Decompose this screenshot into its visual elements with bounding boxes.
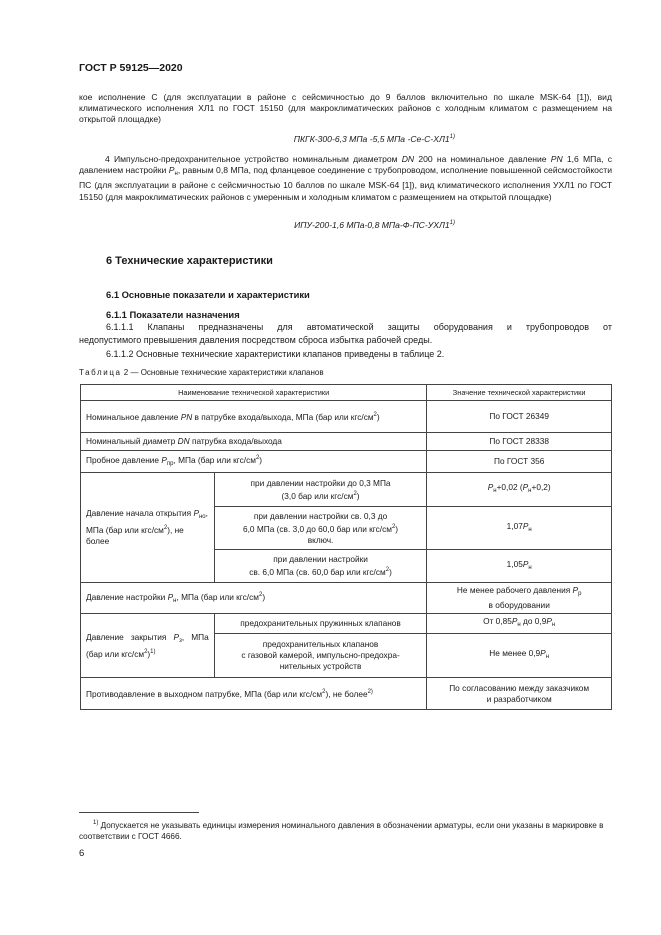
characteristic-value: По ГОСТ 26349 (427, 401, 612, 433)
table-caption: Таблица 2 — Основные технические характеристики клапанов (79, 368, 324, 377)
table-header-row (81, 385, 612, 401)
characteristic-value: От $0,85P_н$ до $0,9P_н$ (427, 614, 612, 634)
characteristic-value: По ГОСТ 28338 (427, 433, 612, 451)
characteristics-table (80, 384, 612, 710)
characteristic-value: $1,05P_н$ (427, 550, 612, 583)
characteristic-name: Давление закрытия $P_з$, МПа (бар или кгс/$см^2)^{1)}$ (81, 614, 215, 678)
characteristic-value: По ГОСТ 356 (427, 451, 612, 473)
clause-6112: 6.1.1.2 Основные технические характеристики клапанов приведены в таблице 2. (106, 349, 445, 359)
condition-cell: при давлении настройки до 0,3 МПа (3,0 бар или кгс/$см^2$) (214, 473, 427, 507)
characteristic-name: Номинальный диаметр DN патрубка входа/выхода (81, 433, 427, 451)
page-header: ГОСТ Р 59125—2020 (79, 62, 183, 74)
characteristic-value: $P_н+0,02$ $(P_н+0,2)$ (427, 473, 612, 507)
subsubsection-heading: 6.1.1 Показатели назначения (106, 309, 240, 320)
footnote-mark: 1) (449, 134, 455, 140)
page-number: 6 (79, 848, 85, 859)
clause-6111-line2: недопустимого превышения давления посредством сброса избытка рабочей среды. (79, 335, 433, 345)
table-row (81, 614, 612, 634)
table-row (81, 678, 612, 710)
footnote (79, 818, 612, 842)
table-row (81, 583, 612, 614)
characteristic-value: Не менее рабочего давления $P_р$ в оборудовании (427, 583, 612, 614)
table-row (81, 473, 612, 507)
characteristic-value: По согласованию между заказчиком и разработчиком (427, 678, 612, 710)
characteristic-name: Номинальное давление PN в патрубке входа/выхода, МПа (бар или кгс/$см^2$) (81, 401, 427, 433)
condition-cell: предохранительных пружинных клапанов (214, 614, 427, 634)
designation-text: ПКГК-300-6,3 МПа -5,5 МПа -Се-С-ХЛ1 (293, 134, 450, 144)
condition-cell: при давлении настройки св. 6,0 МПа (св. 60,0 бар или кгс/$см^2$) (214, 550, 427, 583)
column-header: Значение технической характеристики (427, 385, 612, 401)
designation-text: ИПУ-200-1,6 МПа-0,8 МПа-Ф-ПС-УХЛ1 (294, 220, 450, 230)
column-header: Наименование технической характеристики (81, 385, 427, 401)
table-row (81, 401, 612, 433)
table-row (81, 451, 612, 473)
subsection-heading: 6.1 Основные показатели и характеристики (106, 289, 310, 300)
characteristic-name: Противодавление в выходном патрубке, МПа (бар или кгс/$см^2$), не более$^{2)}$ (81, 678, 427, 710)
clause-6111-line1: 6.1.1.1 Клапаны предназначены для автоматической защиты оборудования и трубопроводов от (106, 322, 612, 332)
footnote-divider (79, 812, 199, 813)
designation-example-1 (79, 134, 455, 144)
characteristic-value: $1,07P_н$ (427, 507, 612, 550)
designation-example-2 (79, 220, 455, 230)
condition-cell: предохранительных клапанов с газовой камерой, импульсно-предохра- нительных устройств (214, 634, 427, 678)
paragraph-example-4: 4 Импульсно-предохранительное устройство номинальным диаметром DN 200 на номинальное давление PN 1,6 МПа, с давлением настройки $P_н$, равным 0,8 МПа, под фланцевое соединение с трубопроводом, исполнение повышенной сейсмостойкости ПС (для эксплуатации в районе с сейсмичностью 10 баллов по шкале MSK-64 [1]), вид климатического исполнения УХЛ1 по ГОСТ 15150 (для макроклиматических районов с умеренным и холодным климатом с размещением на открытой площадке) (79, 154, 612, 202)
condition-cell: при давлении настройки св. 0,3 до 6,0 МПа (св. 3,0 до 60,0 бар или кгс/$см^2$) включ. (214, 507, 427, 550)
footnote-mark: 1) (449, 220, 455, 226)
characteristic-value: Не менее $0,9P_н$ (427, 634, 612, 678)
characteristic-name: Давление настройки $P_н$, МПа (бар или кгс/$см^2$) (81, 583, 427, 614)
footnote-text: Допускается не указывать единицы измерения номинального давления в обозначении арматуры, если они указаны в маркировке в соответствии с ГОСТ 4666. (79, 821, 604, 841)
characteristic-name: Давление начала открытия $P_{но}$, МПа (бар или кгс/$см^2$), не более (81, 473, 215, 583)
footnote-mark: 1) (93, 820, 99, 826)
table-row (81, 433, 612, 451)
section-heading: 6 Технические характеристики (106, 255, 273, 267)
paragraph-continuation: кое исполнение С (для эксплуатации в районе с сейсмичностью до 9 баллов включительно по шкале MSK-64 [1]), вид климатического исполнения ХЛ1 по ГОСТ 15150 (для макроклиматических районов с холодным климатом с размещением на открытой площадке) (79, 92, 612, 125)
characteristic-name: Пробное давление $P_{пр}$, МПа (бар или кгс/$см^2$) (81, 451, 427, 473)
